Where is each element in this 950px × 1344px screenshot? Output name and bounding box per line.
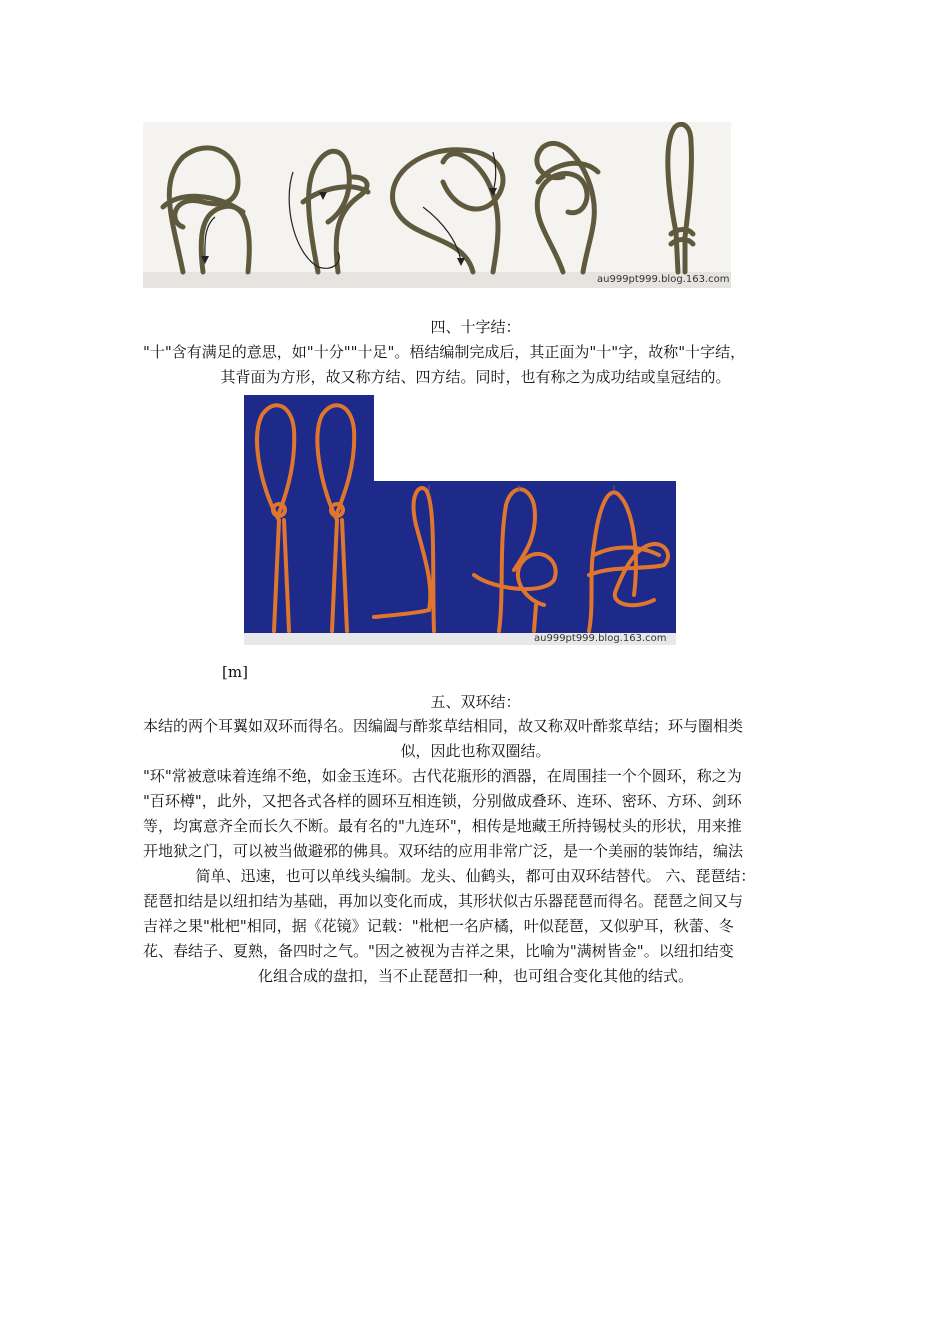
figure2-watermark: au999pt999.blog.163.com: [534, 633, 667, 644]
section4-heading: 四、十字结：: [430, 318, 521, 336]
knot-steps-photo-olive: [143, 122, 731, 288]
section4-line-2: 其背面为方形，故又称方结、四方结。同时，也有称之为成功结或皇冠结的。: [220, 368, 731, 386]
knot-steps-photo-orange: [244, 395, 676, 645]
section5-body-line-3: 等，均寓意齐全而长久不断。最有名的"九连环"，相传是地藏王所持锡杖头的形状，用来推: [143, 817, 742, 835]
section6-line-1: 琵琶扣结是以纽扣结为基础，再加以变化而成，其形状似古乐器琵琶而得名。琵琶之间又与: [143, 892, 744, 910]
section6-line-4: 化组合成的盘扣，当不止琵琶扣一种，也可组合变化其他的结式。: [257, 967, 693, 985]
section5-body-line-1: "环"常被意味着连绵不绝，如金玉连环。古代花瓶形的酒器，在周围挂一个个圆环，称之为: [143, 767, 742, 785]
section5-intro-line-1: 本结的两个耳翼如双环而得名。因编阖与酢浆草结相同，故又称双叶酢浆草结；环与圈相类: [143, 717, 744, 735]
section5-body-line-5: 简单、迅速，也可以单线头编制。龙头、仙鹤头，都可由双环结替代。 六、琵琶结：: [195, 867, 756, 885]
bracket-marker: [m]: [222, 663, 248, 681]
section6-line-3: 花、春结子、夏熟，备四时之气。"因之被视为吉祥之果，比喻为"满树皆金"。以纽扣结变: [143, 942, 734, 960]
section5-body-line-2: "百环樽"，此外，又把各式各样的圆环互相连锁，分别做成叠环、连环、密环、方环、剑环: [143, 792, 742, 810]
section5-heading: 五、双环结：: [430, 693, 521, 711]
section4-line-1: "十"含有满足的意思，如"十分""十足"。梧结编制完成后，其正面为"十"字，故称"十字结，: [143, 343, 746, 361]
section5-intro-line-2: 似，因此也称双圈结。: [400, 742, 551, 760]
section6-line-2: 吉祥之果"枇杷"相同，据《花镜》记载："枇杷一名庐橘，叶似琵琶，又似驴耳，秋蕾、冬: [143, 917, 734, 935]
section5-body-line-4: 开地狱之门，可以被当做避邪的佛具。双环结的应用非常广泛，是一个美丽的装饰结，编法: [143, 842, 744, 860]
figure1-watermark: au999pt999.blog.163.com: [597, 274, 730, 285]
